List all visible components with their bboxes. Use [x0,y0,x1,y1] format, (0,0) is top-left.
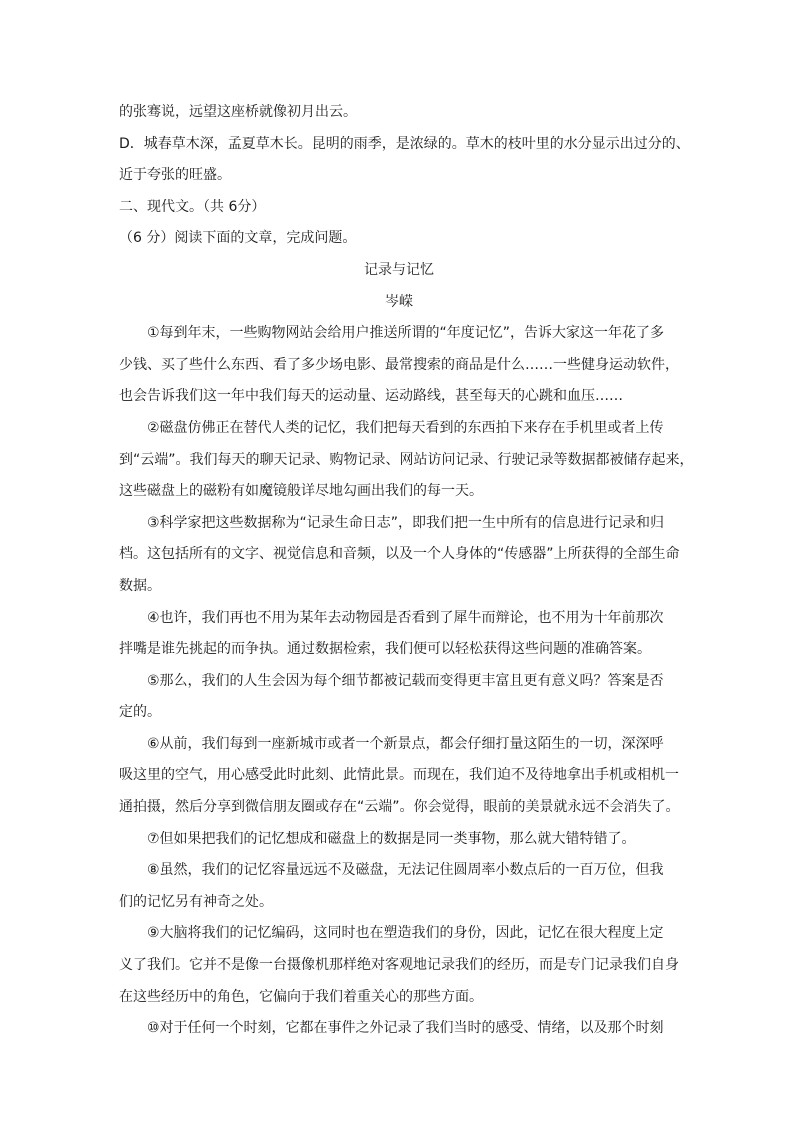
text-line: 的张骞说，远望这座桥就像初月出云。 [119,104,357,120]
paragraph-4-line: ④也许，我们再也不用为某年去动物园是否看到了犀牛而辩论，也不用为十年前那次 [147,609,664,626]
article-title: 记录与记忆 [364,261,434,278]
paragraph-2-line: 到“云端”。我们每天的聊天记录、购物记录、网站访问记录、行驶记录等数据都被储存起来， [119,451,694,468]
paragraph-2-line: 这些磁盘上的磁粉有如魔镜般详尽地勾画出我们的每一天。 [119,483,483,500]
paragraph-1-line: 也会告诉我们这一年中我们每天的运动量、运动路线，甚至每天的心跳和血压…… [119,388,623,405]
paragraph-8-line: ⑧虽然，我们的记忆容量远远不及磁盘，无法记住圆周率小数点后的一百万位，但我 [147,862,664,879]
paragraph-4-line: 拌嘴是谁先挑起的而争执。通过数据检索，我们便可以轻松获得这些问题的准确答案。 [119,641,651,658]
paragraph-7-line: ⑦但如果把我们的记忆想成和磁盘上的数据是同一类事物，那么就大错特错了。 [147,830,636,847]
paragraph-3-line: 档。这包括所有的文字、视觉信息和音频，以及一个人身体的“传感器”上所获得的全部生命 [119,546,680,563]
question-instruction: （6 分）阅读下面的文章，完成问题。 [119,230,357,247]
paragraph-3-line: ③科学家把这些数据称为“记录生命日志”，即我们把一生中所有的信息进行记录和归 [147,514,665,531]
paragraph-9-line: 在这些经历中的角色，它偏向于我们着重关心的那些方面。 [119,988,483,1005]
section-heading: 二、现代文。（共 6分） [119,198,266,215]
option-d-line: D．城春草木深，孟夏草木长。昆明的雨季，是浓绿的。草木的枝叶里的水分显示出过分的、 [119,135,690,152]
paragraph-9-line: 义了我们。它并不是像一台摄像机那样绝对客观地记录我们的经历，而是专门记录我们自身 [119,957,679,974]
paragraph-1-line: 少钱、买了些什么东西、看了多少场电影、最常搜索的商品是什么……一些健身运动软件， [119,356,679,373]
text-line: 近于夸张的旺盛。 [119,167,231,184]
article-author: 岑嵘 [385,293,413,310]
paragraph-1-line: ①每到年末，一些购物网站会给用户推送所谓的“年度记忆”，告诉大家这一年花了多 [147,325,665,342]
paragraph-5-line: ⑤那么，我们的人生会因为每个细节都被记载而变得更丰富且更有意义吗？答案是否 [147,672,664,689]
paragraph-5-line: 定的。 [119,704,161,721]
paragraph-8-line: 们的记忆另有神奇之处。 [119,893,273,910]
paragraph-9-line: ⑨大脑将我们的记忆编码，这同时也在塑造我们的身份，因此，记忆在很大程度上定 [147,925,664,942]
paragraph-2-line: ②磁盘仿佛正在替代人类的记忆，我们把每天看到的东西拍下来存在手机里或者上传 [147,419,664,436]
paragraph-10-line: ⑩对于任何一个时刻，它都在事件之外记录了我们当时的感受、情绪，以及那个时刻 [147,1020,664,1037]
paragraph-6-line: 吸这里的空气，用心感受此时此刻、此情此景。而现在，我们迫不及待地拿出手机或相机一 [119,767,679,784]
paragraph-3-line: 数据。 [119,577,161,594]
document-page [119,97,694,1045]
paragraph-6-line: 通拍摄，然后分享到微信朋友圈或存在“云端”。你会觉得，眼前的美景就永远不会消失了。 [119,799,680,816]
paragraph-6-line: ⑥从前，我们每到一座新城市或者一个新景点，都会仔细打量这陌生的一切，深深呼 [147,735,664,752]
